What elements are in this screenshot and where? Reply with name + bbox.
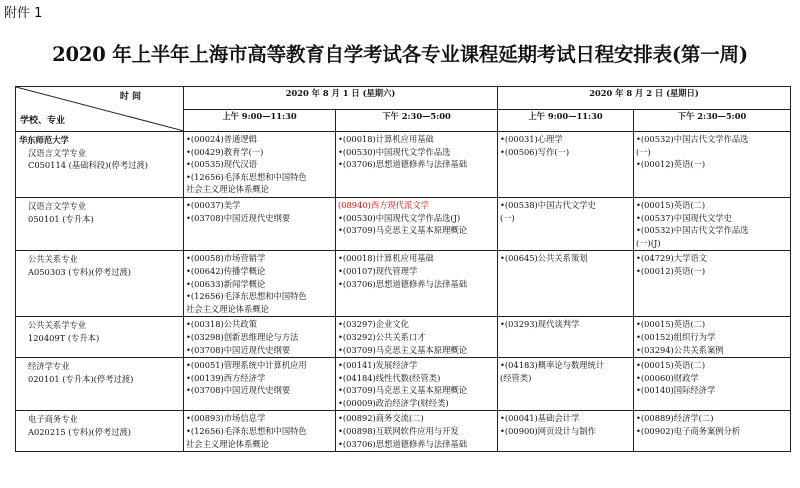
course-item: •(00012)英语(一) [636,159,706,170]
slot-header-day2-am: 上午 9:00—11:30 [498,110,634,132]
course-item: •(00429)教育学(一) [186,146,264,157]
school-major-cell [16,197,184,250]
course-item: •(00633)新闻学概论 [186,278,266,289]
school-major-cell [16,132,184,198]
date-header-day2: 2020 年 8 月 2 日 (星期日) [498,87,791,110]
attachment-label: 附件 1 [4,6,43,21]
table-row [16,411,791,452]
course-cell-d1pm [336,317,498,358]
course-item: •(03706)思想道德修养与法律基础 [338,159,468,170]
table-row [16,197,791,250]
course-cell-d1pm [336,197,498,250]
course-item: •(00051)管理系统中计算机应用 [186,360,307,371]
course-cell-d2am [498,197,634,250]
course-item: •(03706)思想道德修养与法律基础 [338,278,468,289]
schedule-table [15,86,791,452]
course-item: •(00889)经济学(二) [636,413,714,424]
major-code: 120409T (专升本) [28,332,100,343]
course-item: (一) [500,212,515,223]
course-cell-d2pm [634,411,791,452]
course-cell-d1am [184,132,336,198]
course-item: •(12656)毛泽东思想和中国特色 [186,291,307,302]
school-name: 华东师范大学 [19,135,69,145]
course-cell-d1am [184,317,336,358]
course-item: •(00015)英语(二) [636,360,706,371]
course-cell-d1pm [336,132,498,198]
course-item: •(03708)中国近现代史纲要 [186,385,291,396]
course-item: 社会主义理论体系概论 [186,184,269,195]
course-item: •(00140)国际经济学 [636,385,716,396]
course-cell-d1pm [336,411,498,452]
header-row-dates [16,87,791,110]
course-item: •(00037)美学 [186,199,241,210]
course-cell-d2am [498,132,634,198]
course-item: •(03709)马克思主义基本原理概论 [338,225,468,236]
course-item: •(00902)电子商务案例分析 [636,426,741,437]
course-item: •(00024)普通逻辑 [186,134,257,144]
major-name: 电子商务专业 [28,414,78,425]
table-row [16,251,791,317]
course-cell-d1am [184,197,336,250]
course-item: •(04184)线性代数(经管类) [338,372,441,383]
course-item: •(00139)西方经济学 [186,372,266,383]
course-cell-d1pm [336,358,498,411]
course-item: •(00015)英语(二) [636,199,706,210]
course-item: •(03708)中国近现代史纲要 [186,344,291,355]
slot-header-day1-pm: 下午 2:30—5:00 [336,110,498,132]
course-cell-d2am [498,251,634,317]
course-item: (经管类) [500,372,532,383]
course-cell-d2pm [634,132,791,198]
course-item: •(00107)现代管理学 [338,265,418,276]
course-item: •(00041)基础会计学 [500,413,580,424]
table-row [16,132,791,198]
course-item: •(00009)政治经济学(财经类) [338,397,449,408]
major-name: 公共关系专业 [28,254,78,265]
course-item: •(00537)中国现代文学史 [636,212,732,223]
major-code: 050101 (专升本) [28,213,94,224]
course-cell-d1pm [336,251,498,317]
course-item: •(00506)写作(一) [500,146,570,157]
major-name: 公共关系学专业 [28,320,87,331]
course-cell-d2pm [634,197,791,250]
course-item: •(03292)公共关系口才 [338,331,426,342]
major-code: 020101 (专升本)(停考过渡) [28,373,134,384]
course-item: •(00015)英语(二) [636,319,706,330]
course-item: •(03294)公共关系案例 [636,344,724,355]
course-item: •(00018)计算机应用基础 [338,253,434,264]
major-name: 汉语言文学专业 [28,147,87,158]
course-item: (08940)西方现代派文学 [338,199,429,210]
course-item: •(00538)中国古代文学史 [500,199,596,210]
course-cell-d2am [498,358,634,411]
course-item: •(00141)发展经济学 [338,360,418,371]
course-item: •(00031)心理学 [500,134,563,144]
course-cell-d1am [184,251,336,317]
course-item: •(00058)市场营销学 [186,253,266,264]
course-item: •(03298)创新思维理论与方法 [186,331,299,342]
major-name: 汉语言文学专业 [28,200,87,211]
course-item: •(03706)思想道德修养与法律基础 [338,438,468,449]
table-row [16,358,791,411]
course-item: •(03297)企业文化 [338,319,409,330]
major-code: A020215 (专科)(停考过渡) [28,427,132,438]
course-item: •(04729)大学语文 [636,253,707,264]
course-item: •(00152)组织行为学 [636,331,716,342]
course-item: •(00018)计算机应用基础 [338,134,434,144]
corner-header-cell [16,87,184,132]
course-cell-d1am [184,411,336,452]
course-item: •(03708)中国近现代史纲要 [186,212,291,223]
course-item: •(00535)现代汉语 [186,159,257,170]
course-item: •(00530)中国现代文学作品选 [338,146,451,157]
course-item: •(04183)概率论与数理统计 [500,360,605,371]
school-major-cell [16,251,184,317]
school-major-cell [16,317,184,358]
school-major-cell [16,358,184,411]
course-item: •(00532)中国古代文学作品选 [636,225,749,236]
major-code: A050303 (专科)(停考过渡) [28,266,132,277]
course-item: •(00893)市场信息学 [186,413,266,424]
course-item: •(00898)互联网软件应用与开发 [338,426,459,437]
slot-header-day1-am: 上午 9:00—11:30 [184,110,336,132]
course-item: •(00900)网页设计与制作 [500,426,596,437]
course-item: •(00060)财政学 [636,372,699,383]
course-item: •(03709)马克思主义基本原理概论 [338,344,468,355]
course-cell-d2pm [634,251,791,317]
course-item: •(00530)中国现代文学作品选(J) [338,212,461,223]
school-major-header-label: 学校、专业 [20,116,66,127]
course-item: •(03293)现代谈判学 [500,319,580,330]
course-item: 社会主义理论体系概论 [186,303,269,314]
course-item: •(03709)马克思主义基本原理概论 [338,385,468,396]
course-item: •(00642)传播学概论 [186,265,266,276]
slot-header-day2-pm: 下午 2:30—5:00 [634,110,791,132]
table-row [16,317,791,358]
course-item: •(00892)商务交流(二) [338,413,424,424]
major-code: C050114 (基础科段)(停考过渡) [28,160,148,171]
course-item: •(12656)毛泽东思想和中国特色 [186,426,307,437]
course-item: (一)(J) [636,237,661,248]
course-cell-d2pm [634,317,791,358]
course-item: •(00012)英语(一) [636,265,706,276]
course-item: 社会主义理论体系概论 [186,438,269,449]
date-header-day1: 2020 年 8 月 1 日 (星期六) [184,87,498,110]
course-item: •(12656)毛泽东思想和中国特色 [186,171,307,182]
course-cell-d2pm [634,358,791,411]
course-item: •(00318)公共政策 [186,319,257,330]
course-cell-d1am [184,358,336,411]
course-cell-d2am [498,317,634,358]
school-major-cell [16,411,184,452]
course-cell-d2am [498,411,634,452]
course-item: •(00532)中国古代文学作品选 [636,134,749,144]
course-item: (一) [636,146,651,157]
time-header-label: 时 间 [119,92,141,102]
page-title: 2020 年上半年上海市高等教育自学考试各专业课程延期考试日程安排表(第一周) [52,43,748,66]
major-name: 经济学专业 [28,361,70,372]
course-item: •(00645)公共关系策划 [500,253,588,264]
